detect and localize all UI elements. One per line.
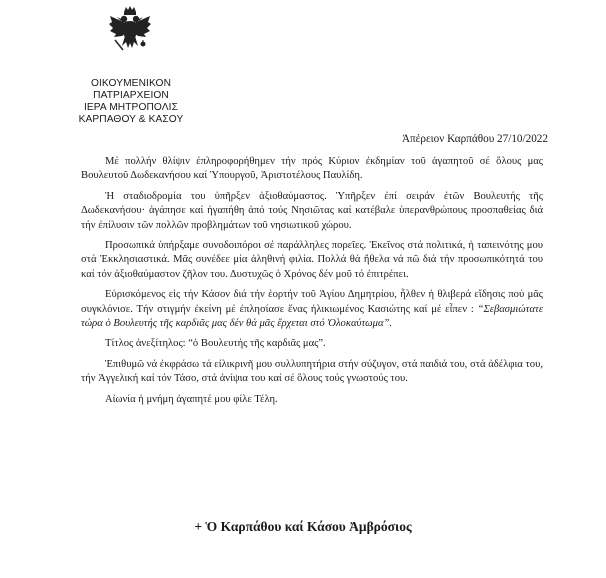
paragraph-1: Μέ πολλήν θλίψιν ἐπληροφορήθημεν τήν πρός Κύριον ἐκδημίαν τοῦ ἀγαπητοῦ σέ ὅλους μας Βουλευτοῦ Δωδεκανήσου καί Ὑπουργοῦ, Ἀριστοτέλους Παυλίδη. (81, 156, 543, 182)
paragraph-4-quote: “Σεβασμιώτατε τώρα ὁ Βουλευτής τῆς καρδιᾶς μας δέν θά μᾶς ἔρχεται στό Ὁλοκαύτωμα”. (81, 303, 543, 330)
date-line: Ἀπέρειον Καρπάθου 27/10/2022 (401, 133, 548, 145)
paragraph-2: Ἡ σταδιοδρομία του ὑπῆρξεν ἀξιοθαύμαστος. Ὑπῆρξεν ἐπί σειράν ἐτῶν Βουλευτής τῆς Δωδεκανήσου· ἀγάπησε καί ἠγαπήθη ἀπό τούς Νησιῶτας καί κατέβαλε ὑπερανθρώπους προσπαθείας διά τήν ἐπίλυσιν τῶν πολλῶν προβλημάτων τοῦ νησιωτικοῦ χώρου. (81, 190, 543, 231)
paragraph-6: Ἐπιθυμῶ νά ἐκφράσω τά εἰλικρινῆ μου συλλυπητήρια στήν σύζυγον, στά παιδιά του, στά ἀδέλφια του, τήν Ἀγγελική καί τόν Τάσο, στά ἀνίψια του καί σέ ὅλους τούς γνωστούς του. (81, 358, 543, 385)
double-headed-eagle-icon (108, 6, 152, 54)
letterhead-line-3: ΚΑΡΠΑΘΟΥ & ΚΑΣΟΥ (78, 114, 184, 125)
letterhead (56, 78, 206, 126)
letterhead-line-2: ΙΕΡΑ ΜΗΤΡΟΠΟΛΙΣ (83, 102, 179, 113)
paragraph-3: Προσωπικά ὑπήρξαμε συνοδοιπόροι σέ παράλληλες πορεῖες. Ἐκεῖνος στά πολιτικά, ἡ ταπεινότης μου στά Ἐκκλησιαστικά. Μᾶς συνέδεε μία ἀληθινή φιλία. Πολλά θά ἤθελα νά πῶ διά τήν προσωπικότητά του καί τόν ἀξιοθαύμαστον ζῆλον του. Δυστυχῶς ὁ Χρόνος δέν μοῦ τό ἐπιτρέπει. (81, 240, 543, 280)
paragraph-4 (81, 288, 543, 331)
paragraph-5: Τίτλος ἀνεξίτηλος: “ὁ Βουλευτής τῆς καρδιᾶς μας”. (105, 338, 326, 350)
letterhead-line-1: ΟΙΚΟΥΜΕΝΙΚΟΝ ΠΑΤΡΙΑΡΧΕΙΟΝ (90, 78, 172, 101)
letter-body (81, 155, 543, 413)
paragraph-4-text: Εὑρισκόμενος εἰς τήν Κάσον διά τήν ἑορτήν τοῦ Ἁγίου Δημητρίου, ἦλθεν ἡ θλιβερά εἴδησις πού μᾶς συγκλόνισε. Τήν στιγμήν ἐκείνη μέ ἐπλησίασε ἕνας ἡλικιωμένος Κασιώτης καί μέ εἶπεν : (81, 289, 543, 315)
paragraph-7: Αἰωνία ἡ μνήμη ἀγαπητέ μου φίλε Τέλη. (105, 393, 278, 405)
signature: + Ὁ Καρπάθου καί Κάσου Ἀμβρόσιος (194, 519, 412, 534)
